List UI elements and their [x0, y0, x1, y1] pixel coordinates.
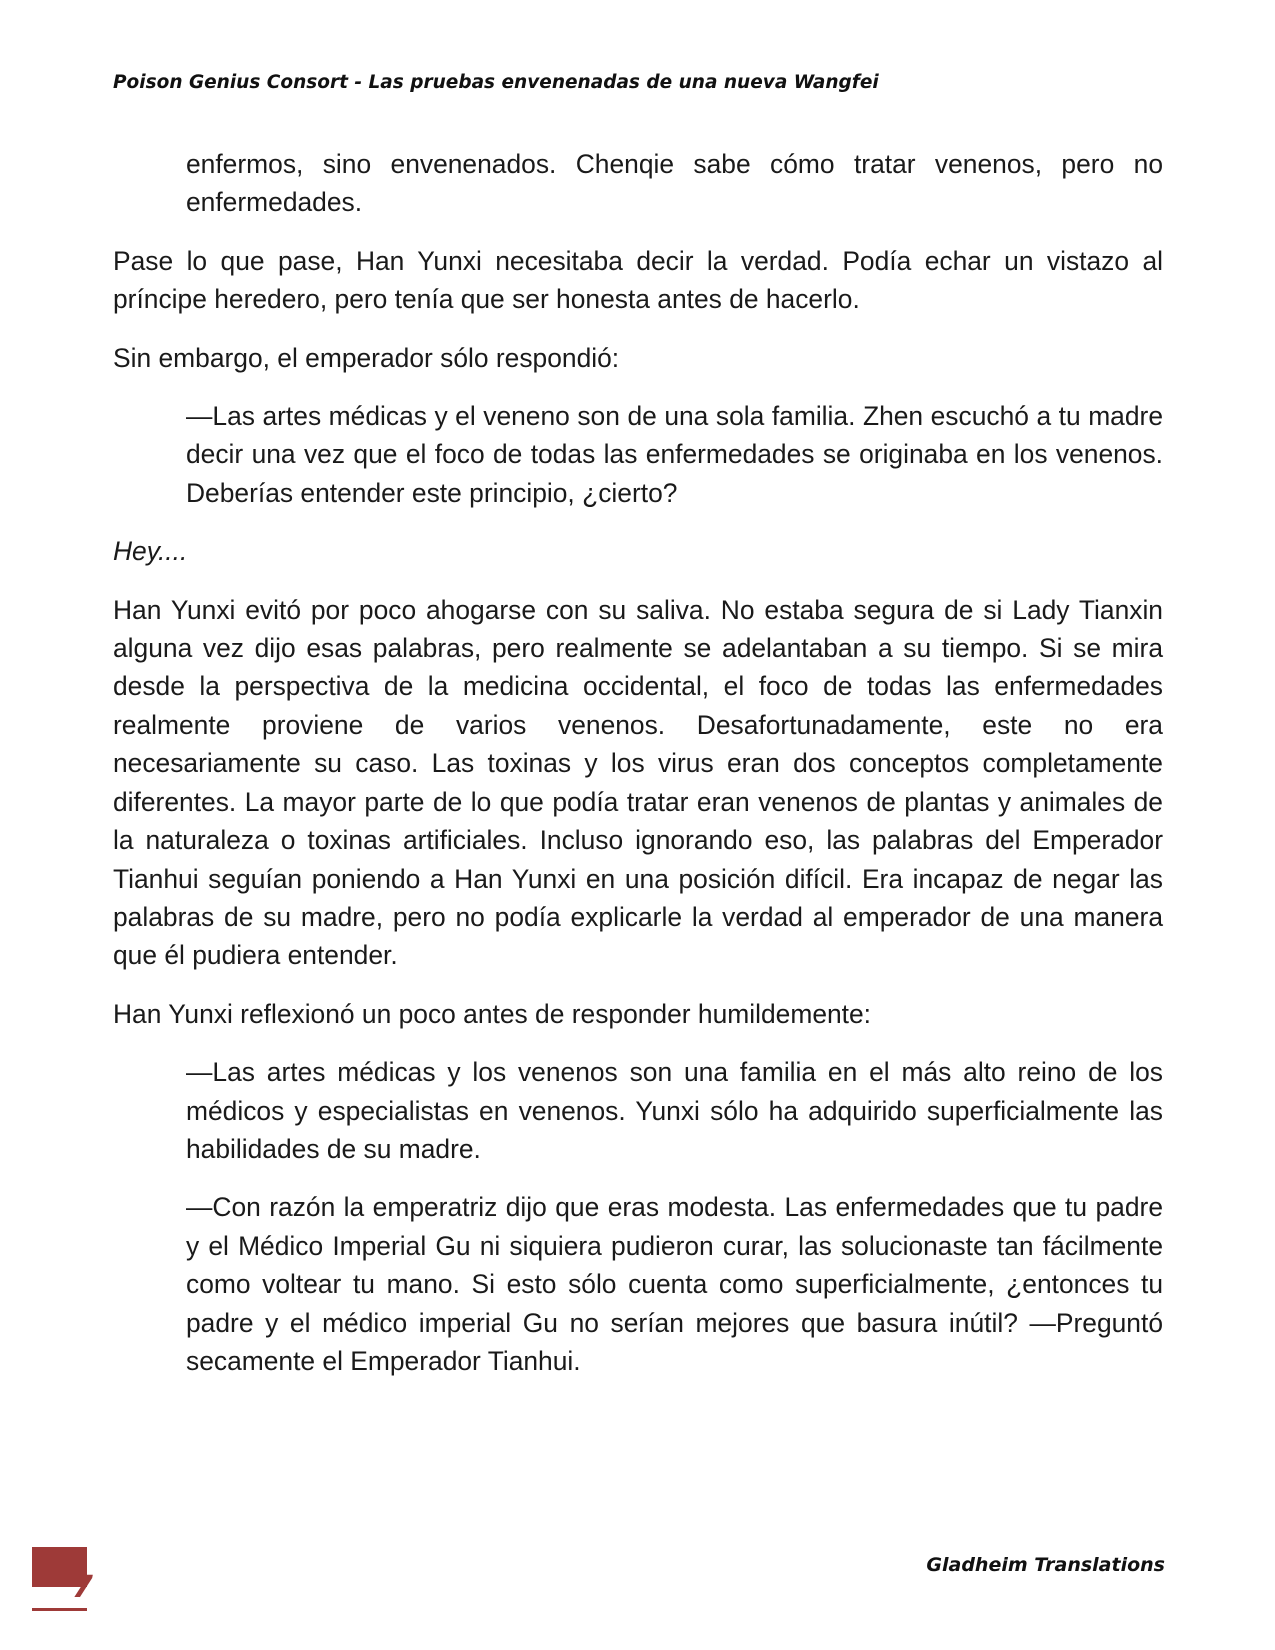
page-number-underline [32, 1608, 87, 1611]
running-header: Poison Genius Consort - Las pruebas envenenadas de una nueva Wangfei [113, 72, 879, 93]
paragraph: Sin embargo, el emperador sólo respondió: [113, 342, 620, 373]
page-number: 7 [72, 1570, 93, 1605]
footer-credit: Gladheim Translations [926, 1554, 1165, 1576]
paragraph-dialogue: enfermos, sino envenenados. Chenqie sabe cómo tratar venenos, pero no enfermedades. [186, 149, 1163, 218]
paragraph: Pase lo que pase, Han Yunxi necesitaba decir la verdad. Podía echar un vistazo al príncipe heredero, pero tenía que ser honesta antes de hacerlo. [113, 245, 1163, 315]
page-body [113, 145, 1163, 1400]
paragraph-dialogue: —Las artes médicas y los venenos son una familia en el más alto reino de los médicos y especialistas en venenos. Yunxi sólo ha adquirido superficialmente las habilidades de su madre. [186, 1057, 1163, 1164]
paragraph-dialogue: —Las artes médicas y el veneno son de una sola familia. Zhen escuchó a tu madre decir una vez que el foco de todas las enfermedades se originaba en los venenos. Deberías entender este principio, ¿cierto? [186, 401, 1163, 508]
paragraph-interjection: Hey.... [113, 536, 188, 567]
paragraph-dialogue: —Con razón la emperatriz dijo que eras modesta. Las enfermedades que tu padre y el Médico Imperial Gu ni siquiera pudieron curar, las solucionaste tan fácilmente como voltear tu mano. Si esto sólo cuenta como superficialmente, ¿entonces tu padre y el médico imperial Gu no serían mejores que basura inútil? —Preguntó secamente el Emperador Tianhui. [186, 1192, 1163, 1376]
paragraph: Han Yunxi evitó por poco ahogarse con su saliva. No estaba segura de si Lady Tianxin alguna vez dijo esas palabras, pero realmente se adelantaban a su tiempo. Si se mira desde la perspectiva de la medicina occidental, el foco de todas las enfermedades realmente proviene de varios venenos. Desafortunadamente, este no era necesariamente su caso. Las toxinas y los virus eran dos conceptos completamente diferentes. La mayor parte de lo que podía tratar eran venenos de plantas y animales de la naturaleza o toxinas artificiales. Incluso ignorando eso, las palabras del Emperador Tianhui seguían poniendo a Han Yunxi en una posición difícil. Era incapaz de negar las palabras de su madre, pero no podía explicarle la verdad al emperador de una manera que él pudiera entender. [113, 594, 1163, 971]
paragraph: Han Yunxi reflexionó un poco antes de responder humildemente: [113, 998, 872, 1029]
